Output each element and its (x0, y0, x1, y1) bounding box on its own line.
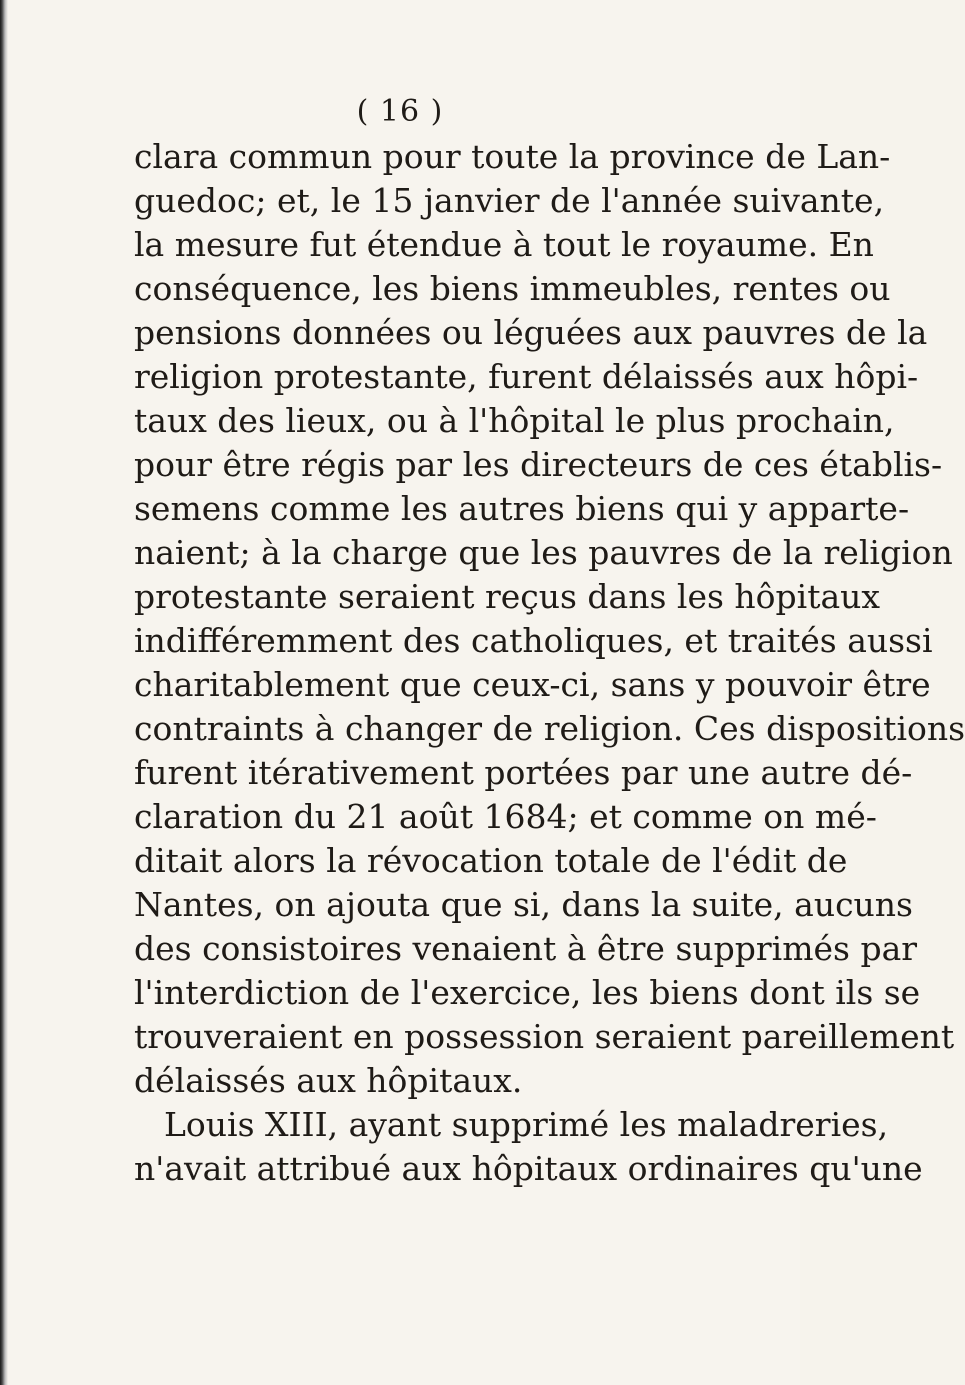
text-line: n'avait attribué aux hôpitaux ordinaires qu'une (134, 1149, 923, 1188)
page-number: ( 16 ) (356, 94, 444, 129)
text-line: claration du 21 août 1684; et comme on mé- (134, 797, 877, 836)
text-line: guedoc; et, le 15 janvier de l'année suivante, (134, 181, 885, 220)
text-line: la mesure fut étendue à tout le royaume. En (134, 225, 874, 264)
text-line: clara commun pour toute la province de Lan- (134, 137, 891, 176)
text-line: trouveraient en possession seraient pareillement (134, 1017, 955, 1056)
text-line: l'interdiction de l'exercice, les biens dont ils se (134, 973, 921, 1012)
text-line: des consistoires venaient à être supprimés par (134, 929, 918, 968)
text-line: naient; à la charge que les pauvres de la religion (134, 533, 953, 572)
text-line: pensions données ou léguées aux pauvres de la (134, 313, 928, 352)
text-line: ditait alors la révocation totale de l'édit de (134, 841, 848, 880)
text-line: Nantes, on ajouta que si, dans la suite, aucuns (134, 885, 913, 924)
text-line: semens comme les autres biens qui y apparte- (134, 489, 910, 528)
text-line: Louis XIII, ayant supprimé les maladreries, (164, 1105, 889, 1144)
text-line: contraints à changer de religion. Ces dispositions (134, 709, 965, 748)
text-line: furent itérativement portées par une autre dé- (134, 753, 913, 792)
text-line: taux des lieux, ou à l'hôpital le plus prochain, (134, 401, 895, 440)
text-line: charitablement que ceux-ci, sans y pouvoir être (134, 665, 931, 704)
text-line: pour être régis par les directeurs de ces établis- (134, 445, 943, 484)
text-line: délaissés aux hôpitaux. (134, 1061, 523, 1100)
text-line: religion protestante, furent délaissés aux hôpi- (134, 357, 919, 396)
text-line: protestante seraient reçus dans les hôpitaux (134, 577, 881, 616)
text-line: indifféremment des catholiques, et traités aussi (134, 621, 933, 660)
text-line: conséquence, les biens immeubles, rentes ou (134, 269, 891, 308)
page-binding-shadow (0, 0, 8, 1385)
